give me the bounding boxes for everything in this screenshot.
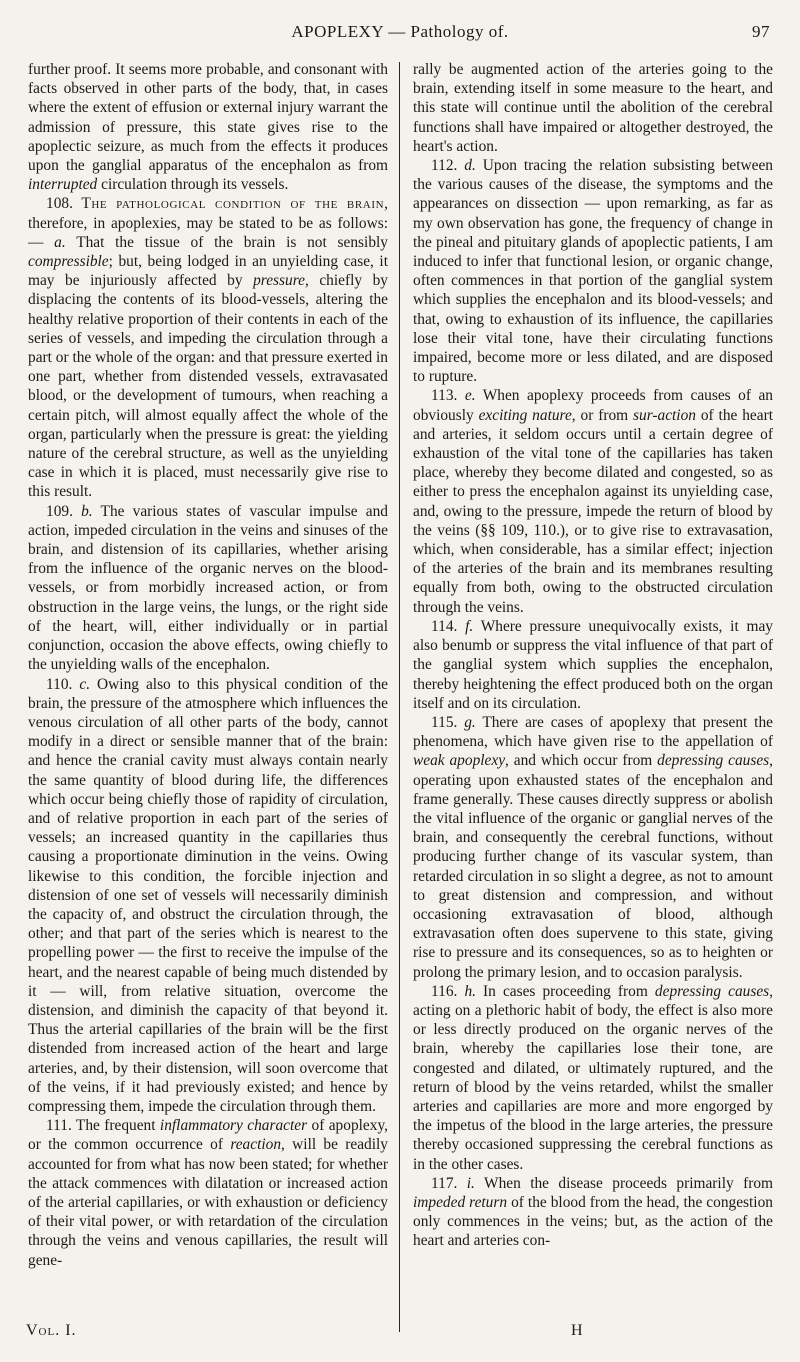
italic-text: impeded return (413, 1193, 508, 1211)
italic-text: h. (464, 982, 476, 1000)
paragraph (413, 713, 773, 982)
body-text: When the disease proceeds primarily from (474, 1174, 773, 1192)
italic-text: a. (54, 233, 66, 251)
italic-text: g. (464, 713, 476, 731)
body-text: 113. (431, 387, 465, 405)
body-text: Where pressure unequivocally exists, it may also benumb or suppress the vital influence of that part of the ganglial system which supplies the encephalon, thereby heightening the effect produced both on the organ itself and on its circulation. (413, 617, 773, 712)
italic-text: compressible (28, 253, 109, 271)
body-text: , will be readily accounted for from what has now been stated; for whether the attack commences with dilatation or increased action of the arterial capillaries, or with exhaustion or deficiency of their vital power, or with retardation of the circulation through the veins and venous capillaries, the result will gene- (28, 1136, 388, 1269)
body-text: When apoplexy proceeds from causes of an obviously (413, 387, 773, 424)
paragraph (28, 502, 388, 675)
body-text: That the tissue of the brain is not sensibly (65, 233, 388, 251)
italic-text: pressure (253, 272, 305, 290)
body-text: ; but, being lodged in an unyielding case, it may be injuriously affected by (28, 253, 388, 290)
left-column (28, 60, 388, 1270)
body-text: 109. (46, 502, 82, 520)
paragraph (28, 675, 388, 1117)
body-text: 112. (431, 157, 465, 175)
paragraph (413, 156, 773, 386)
italic-text: depressing causes (657, 752, 770, 770)
paragraph (28, 1116, 388, 1270)
body-text: , or from (571, 406, 634, 424)
right-column (413, 60, 773, 1251)
italic-text: sur-action (633, 406, 696, 424)
italic-text: exciting nature (478, 406, 572, 424)
paragraph (413, 386, 773, 616)
page-footer (26, 1322, 774, 1344)
body-text: of apoplexy, or the common occurrence of (28, 1117, 388, 1154)
italic-text: weak apoplexy (413, 752, 506, 770)
italic-text: interrupted (28, 176, 98, 194)
body-text: of the blood from the head, the congestion only commences in the veins; but, as the action of the heart and arteries con- (413, 1193, 773, 1250)
body-text: rally be augmented action of the arteries going to the brain, extending itself in some measure to the heart, and this state will continue until the abolition of the cerebral functions shall have impaired or altogether destroyed, the heart's action. (413, 61, 773, 155)
paragraph (28, 60, 388, 194)
body-text: further proof. It seems more probable, and consonant with facts observed in other parts of the body, that, in cases where the extent of effusion or external injury warrant the admission of pressure, this state gives rise to the apoplectic seizure, as much from the effects it produces upon the ganglial apparatus of the encephalon as from (28, 61, 388, 175)
body-text: Upon tracing the relation subsisting between the various causes of the disease, the symptoms and the appearances on dissection — upon remarking, as far as my own observation has gone, the frequency of change in the pineal and pituitary glands of apoplectic patients, I am induced to infer that functional lesion, or organic change, often commences in that portion of the ganglial system which supplies the encephalon and its blood-vessels; and that, owing to exhaustion of its influence, the capillaries lose their vital tone, have their circulating functions impaired, become more or less dilated, and are disposed to rupture. (413, 157, 773, 386)
italic-text: d. (464, 157, 476, 175)
page-number: 97 (752, 22, 770, 41)
running-head (26, 22, 774, 52)
paragraph (28, 194, 388, 501)
body-text: , operating upon exhausted states of the encephalon and frame generally. These causes directly suppress or abolish the vital influence of the organic or ganglial nerves of the brain, and consequently the cerebral functions, without producing further change of its vascular system, than retarded circulation in so slight a degree, as not to amount to great distension and compression, and without occasioning extravasation of blood, although extravasation often does supervene to this state, giving rise to pressure and its consequences, so as to heighten or prolong the primary lesion, and to occasion paralysis. (413, 752, 774, 981)
body-text: 114. (431, 617, 466, 635)
body-text: In cases proceeding from (475, 982, 655, 1000)
paragraph (413, 60, 773, 156)
italic-text: reaction (230, 1136, 282, 1154)
body-text: 111. The frequent (46, 1117, 160, 1135)
body-text: , and which occur from (505, 752, 658, 770)
italic-text: depressing causes (654, 982, 770, 1000)
italic-text: f. (465, 617, 474, 635)
italic-text: inflammatory character (159, 1117, 308, 1135)
body-text: 110. (46, 675, 80, 693)
paragraph (413, 617, 773, 713)
italic-text: i. (466, 1174, 475, 1192)
small-caps-heading: The pathological condition of the brain (81, 195, 385, 213)
body-text: , chiefly by displacing the contents of its blood-vessels, altering the healthy relative proportion of their contents in each of the series of vessels, and impeding the circulation through a part or the whole of the organ: and that pressure exerted in one part, whether from distended vessels, extravasated blood, or the development of tumours, when reaching a certain pitch, will almost equally affect the whole of the organ, particularly when the pressure is great: the yielding nature of the cerebral structure, as well as the unyielding case in which it is placed, must necessarily give rise to this result. (28, 272, 388, 501)
column-divider (399, 62, 400, 1332)
body-text: 116. (431, 982, 465, 1000)
volume-label: Vol. I. (26, 1322, 77, 1339)
body-text: 115. (431, 713, 465, 731)
signature-mark: H (571, 1322, 583, 1339)
body-text: circulation through its vessels. (97, 176, 289, 194)
running-title: APOPLEXY — Pathology of. (291, 22, 509, 41)
paragraph (413, 982, 773, 1174)
body-text: , acting on a plethoric habit of body, the effect is also more or less directly produced on the organic nerves of the brain, whereby the capillaries lose their tone, are congested and dilated, or ultimately ruptured, and the return of blood by the veins retarded, whilst the smaller arteries and capillaries are more and more engorged by the impetus of the blood in the large arteries, the pressure thereby occasioned suppressing the cerebral functions as in the other cases. (413, 982, 773, 1173)
italic-text: e. (464, 387, 476, 405)
body-text: There are cases of apoplexy that present the phenomena, which have given rise to the appellation of (413, 713, 773, 751)
paragraph (413, 1174, 773, 1251)
italic-text: c. (79, 675, 91, 693)
body-text: The various states of vascular impulse and action, impeded circulation in the veins and sinuses of the brain, and distension of its capillaries, whether arising from the influence of the organic nerves on the blood-vessels, or from morbidly increased action, or from obstruction in the large veins, the lungs, or the right side of the heart, will, either individually or in partial conjunction, occasion the above effects, owing chiefly to the unyielding walls of the encephalon. (28, 502, 389, 674)
body-text: Owing also to this physical condition of the brain, the pressure of the atmosphere which influences the venous circulation of all other parts of the body, cannot modify in a direct or sensible manner that of the brain: and hence the cranial cavity must always contain nearly the same quantity of blood during life, the differences which occur being chiefly those of rapidity of circulation, and of relative proportion in each part of the series of vessels; an increased quantity in the capillaries thus causing a proportionate diminution in the veins. Owing likewise to this condition, the forcible injection and distension of one set of vessels will necessarily diminish the capacity of, and obstruct the circulation through, the other; and that part of the series which is nearest to the propelling power — the first to receive the impulse of the heart, and the nearest capable of being much distended by it — will, from relative situation, overcome the distension, and diminish the capacity of that beyond it. Thus the arterial capillaries of the brain will be the first distended from increased action of the heart and large arteries, and, by their distension, will soon overcome that of the veins, if it had previously existed; and hence by compressing them, impede the circulation through them. (28, 675, 388, 1115)
body-text: of the heart and arteries, it seldom occurs until a certain degree of exhaustion of the vital tone of the capillaries has taken place, whereby they become dilated and congested, so as either to press the encephalon against its unyielding case, and, owing to the pressure, impede the return of blood by the veins (§§ 109, 110.), or to give rise to extravasation, which, when considerable, has a similar effect; injection of the arteries of the brain and its membranes resulting equally from both, owing to the obstructed circulation through the veins. (413, 406, 773, 616)
italic-text: b. (81, 502, 93, 520)
body-text: 108. (46, 195, 82, 213)
body-text: 117. (431, 1174, 467, 1192)
body-text: , therefore, in apoplexies, may be stated to be as follows: — (28, 195, 388, 251)
